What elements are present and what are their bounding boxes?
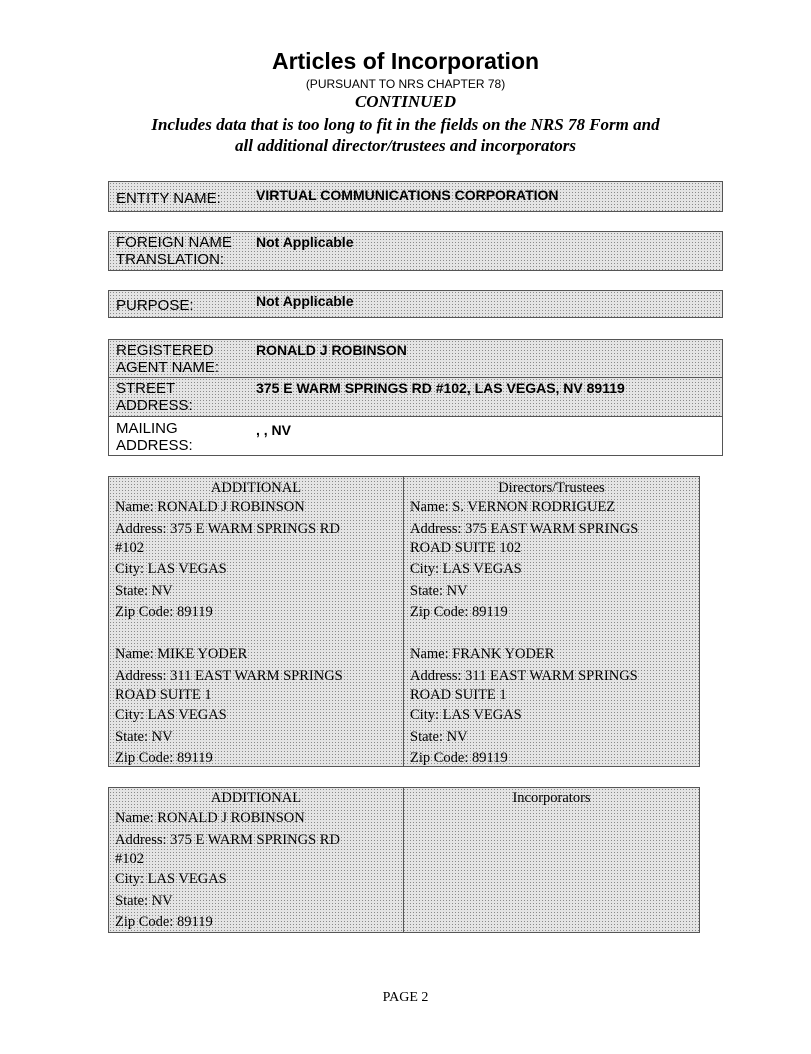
foreign-name-field	[108, 231, 723, 271]
entity-name-value: VIRTUAL COMMUNICATIONS CORPORATION	[256, 187, 559, 203]
director-address: Address: 311 EAST WARM SPRINGS	[410, 668, 638, 684]
director-address-line2: ROAD SUITE 1	[115, 687, 212, 703]
includes-note-line1: Includes data that is too long to fit in the fields on the NRS 78 Form and	[151, 115, 660, 134]
incorporators-table	[108, 787, 700, 933]
director-name: Name: MIKE YODER	[115, 646, 248, 662]
street-address-label-line1: STREET	[116, 380, 176, 397]
incorporator-address: Address: 375 E WARM SPRINGS RD	[115, 832, 340, 848]
street-address-value: 375 E WARM SPRINGS RD #102, LAS VEGAS, NV 89119	[256, 380, 625, 396]
director-city: City: LAS VEGAS	[115, 707, 227, 723]
director-state: State: NV	[410, 583, 468, 599]
director-address-line2: #102	[115, 540, 144, 556]
entity-name-label: ENTITY NAME:	[116, 190, 221, 207]
street-address-row	[109, 378, 722, 417]
incorporator-address-line2: #102	[115, 851, 144, 867]
incorporator-state: State: NV	[115, 893, 173, 909]
director-zip: Zip Code: 89119	[115, 604, 213, 620]
purpose-field	[108, 290, 723, 318]
page-subtitle: (PURSUANT TO NRS CHAPTER 78)	[305, 77, 506, 91]
foreign-name-label-line1: FOREIGN NAME	[116, 234, 232, 251]
directors-right-column	[404, 477, 699, 766]
director-address: Address: 375 EAST WARM SPRINGS	[410, 521, 639, 537]
purpose-value: Not Applicable	[256, 293, 354, 309]
directors-left-column	[109, 477, 404, 766]
incorporators-left-column	[109, 788, 404, 932]
director-name: Name: S. VERNON RODRIGUEZ	[410, 499, 616, 515]
director-city: City: LAS VEGAS	[410, 707, 522, 723]
director-zip: Zip Code: 89119	[410, 750, 508, 766]
registered-agent-section	[108, 339, 723, 456]
director-address: Address: 375 E WARM SPRINGS RD	[115, 521, 340, 537]
incorporator-name: Name: RONALD J ROBINSON	[115, 810, 305, 826]
director-state: State: NV	[410, 729, 468, 745]
director-name: Name: RONALD J ROBINSON	[115, 499, 305, 515]
mailing-address-row	[109, 417, 722, 455]
incorporators-header-right: Incorporators	[512, 790, 591, 806]
registered-agent-value: RONALD J ROBINSON	[256, 342, 407, 358]
registered-agent-label-line1: REGISTERED	[116, 342, 214, 359]
includes-note-line2: all additional director/trustees and incorporators	[235, 136, 576, 155]
director-name: Name: FRANK YODER	[410, 646, 555, 662]
director-address-line2: ROAD SUITE 1	[410, 687, 507, 703]
director-city: City: LAS VEGAS	[115, 561, 227, 577]
continued-heading: CONTINUED	[354, 92, 457, 111]
entity-name-field	[108, 181, 723, 212]
page-number: PAGE 2	[382, 990, 429, 1005]
director-address: Address: 311 EAST WARM SPRINGS	[115, 668, 343, 684]
registered-agent-row	[109, 340, 722, 378]
directors-header-left: ADDITIONAL	[210, 480, 302, 496]
director-city: City: LAS VEGAS	[410, 561, 522, 577]
street-address-label-line2: ADDRESS:	[116, 397, 193, 414]
purpose-label: PURPOSE:	[116, 297, 194, 314]
incorporators-right-column	[404, 788, 699, 932]
mailing-address-label-line2: ADDRESS:	[116, 437, 193, 454]
page-title: Articles of Incorporation	[271, 48, 540, 74]
mailing-address-label-line1: MAILING	[116, 420, 178, 437]
director-address-line2: ROAD SUITE 102	[410, 540, 522, 556]
registered-agent-label-line2: AGENT NAME:	[116, 359, 220, 376]
director-state: State: NV	[115, 729, 173, 745]
director-state: State: NV	[115, 583, 173, 599]
director-zip: Zip Code: 89119	[410, 604, 508, 620]
incorporator-city: City: LAS VEGAS	[115, 871, 227, 887]
directors-table	[108, 476, 700, 767]
incorporators-header-left: ADDITIONAL	[210, 790, 302, 806]
incorporator-zip: Zip Code: 89119	[115, 914, 213, 930]
foreign-name-label-line2: TRANSLATION:	[116, 251, 225, 268]
foreign-name-value: Not Applicable	[256, 234, 354, 250]
director-zip: Zip Code: 89119	[115, 750, 213, 766]
mailing-address-value: , , NV	[256, 422, 292, 438]
directors-header-right: Directors/Trustees	[498, 480, 605, 496]
